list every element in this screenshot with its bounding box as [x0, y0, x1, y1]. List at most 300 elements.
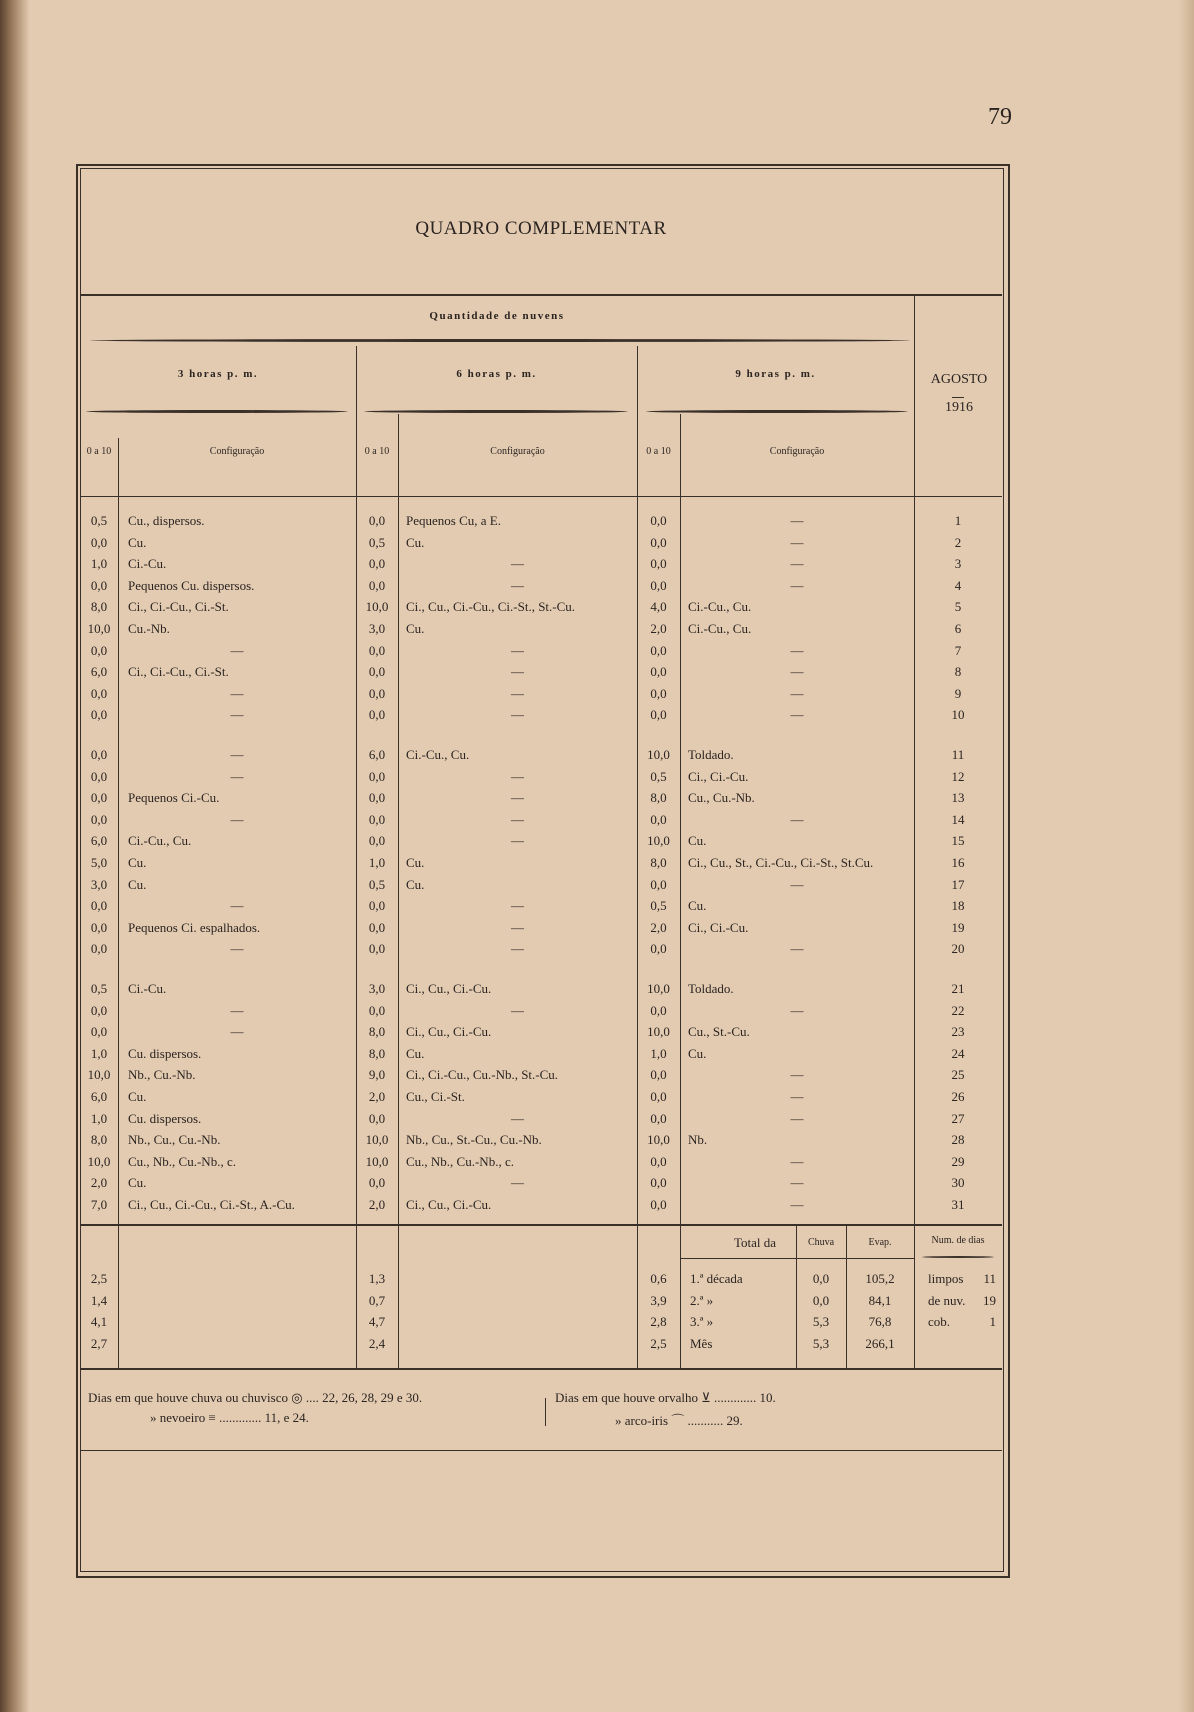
scale-label-3pm: 0 a 10 — [86, 446, 112, 457]
cloud-9pm-value: 4,0 — [650, 599, 667, 615]
table-row — [80, 575, 1002, 597]
summary-9pm-mean: 2,5 — [650, 1335, 667, 1351]
cloud-9pm-value: 0,0 — [650, 1110, 667, 1126]
summary-evap: 76,8 — [868, 1314, 892, 1329]
cloud-3pm-config: Cu. dispersos. — [128, 1110, 202, 1126]
day-number: 8 — [954, 664, 962, 680]
day-number: 21 — [951, 981, 965, 996]
cloud-9pm-config: — — [790, 811, 804, 827]
table-row — [80, 618, 1002, 640]
cloud-6pm-value: 0,0 — [368, 685, 386, 701]
num-dias-value: 11 — [983, 1271, 996, 1286]
table-row — [80, 683, 1002, 705]
cloud-6pm-config: — — [511, 833, 524, 849]
table-row — [80, 1108, 1002, 1130]
cloud-3pm-config: — — [230, 707, 244, 723]
cloud-6pm-config: — — [511, 1002, 524, 1018]
cloud-6pm-value: 9,0 — [368, 1067, 386, 1083]
cloud-3pm-config: Ci.-Cu., Cu. — [128, 833, 192, 849]
cloud-6pm-config: Ci., Ci.-Cu., Cu.-Nb., St.-Cu. — [406, 1067, 559, 1083]
scale-label-6pm: 0 a 10 — [364, 446, 390, 457]
cloud-9pm-config: Cu., Cu.-Nb. — [688, 790, 755, 806]
table-row — [80, 978, 1002, 1000]
cloud-6pm-value: 0,0 — [368, 642, 386, 658]
table-row — [80, 744, 1002, 766]
day-number: 22 — [951, 1002, 965, 1018]
day-number: 29 — [951, 1153, 965, 1169]
cloud-3pm-value: 10,0 — [87, 621, 111, 636]
header-swash — [90, 339, 910, 342]
summary-9pm-mean: 0,6 — [650, 1271, 667, 1286]
summary-num-dias-label: Num. de dias — [931, 1235, 985, 1246]
day-number: 7 — [954, 642, 962, 658]
cloud-3pm-value: 0,0 — [90, 642, 108, 658]
summary-3pm-mean: 2,5 — [90, 1271, 108, 1286]
cloud-6pm-value: 0,0 — [368, 941, 386, 957]
cloud-3pm-config: — — [230, 811, 244, 827]
summary-6pm-mean: 0,7 — [368, 1292, 386, 1308]
summary-evap: 84,1 — [868, 1292, 892, 1308]
cloud-6pm-config: Ci., Cu., Ci.-Cu., Ci.-St., St.-Cu. — [406, 599, 576, 615]
swash-6pm — [364, 410, 628, 413]
summary-total-label: Total da — [733, 1235, 777, 1250]
cloud-9pm-value: 10,0 — [647, 833, 670, 849]
cloud-3pm-config: Pequenos Ci. espalhados. — [128, 919, 261, 935]
cloud-6pm-config: — — [511, 790, 524, 806]
cloud-6pm-value: 10,0 — [365, 599, 389, 615]
cloud-9pm-config: — — [790, 941, 804, 957]
cloud-6pm-value: 6,0 — [368, 747, 386, 762]
num-dias-label: limpos — [928, 1271, 964, 1286]
day-number: 27 — [951, 1110, 965, 1126]
swash-3pm — [86, 410, 348, 413]
summary-chuva: 0,0 — [812, 1292, 830, 1308]
cloud-9pm-value: 10,0 — [647, 1132, 670, 1148]
cloud-6pm-config: — — [511, 685, 524, 701]
cloud-3pm-config: Cu. — [128, 855, 147, 870]
cloud-9pm-value: 0,0 — [650, 707, 667, 723]
table-row — [80, 704, 1002, 726]
cloud-3pm-value: 0,0 — [90, 685, 108, 701]
page-number: 79 — [988, 104, 1012, 130]
cloud-3pm-value: 1,0 — [90, 1045, 108, 1061]
cloud-9pm-config: Cu. — [688, 1045, 707, 1061]
cloud-3pm-config: — — [230, 941, 244, 957]
cloud-9pm-value: 8,0 — [650, 855, 667, 870]
cloud-9pm-config: — — [790, 707, 804, 723]
cloud-9pm-config: Toldado. — [688, 747, 734, 762]
footnote-fog: » nevoeiro ≡ ............. 11, e 24. — [150, 1410, 309, 1425]
cloud-3pm-config: — — [230, 1024, 244, 1040]
cloud-6pm-config: — — [511, 919, 524, 935]
cloud-9pm-value: 0,0 — [650, 876, 667, 892]
footnote-divider — [80, 1450, 1002, 1451]
day-number: 3 — [954, 556, 962, 572]
title-divider — [80, 294, 1002, 296]
cloud-3pm-config: — — [230, 642, 244, 658]
header-6pm: 6 horas p. m. — [456, 368, 537, 380]
summary-6pm-mean: 1,3 — [368, 1271, 386, 1286]
cloud-6pm-config: Pequenos Cu, a E. — [406, 513, 501, 528]
cloud-9pm-value: 10,0 — [647, 981, 670, 996]
day-number: 5 — [954, 599, 962, 615]
header-divider — [80, 496, 1002, 497]
day-number: 10 — [951, 707, 965, 723]
cloud-9pm-config: — — [790, 1110, 804, 1126]
cloud-9pm-config: — — [790, 1067, 804, 1083]
cloud-6pm-config: — — [511, 577, 524, 593]
day-number: 16 — [951, 855, 965, 870]
table-row — [80, 1021, 1002, 1043]
summary-9pm-mean: 3,9 — [650, 1292, 667, 1308]
cloud-3pm-config: Cu. — [128, 876, 147, 892]
cloud-6pm-value: 3,0 — [368, 981, 386, 996]
table-row — [80, 1172, 1002, 1194]
year-label: 1916 — [945, 400, 973, 415]
cloud-3pm-value: 6,0 — [90, 1089, 108, 1104]
cloud-3pm-value: 0,0 — [90, 707, 108, 723]
cloud-3pm-config: Cu., Nb., Cu.-Nb., c. — [128, 1153, 236, 1169]
cloud-6pm-config: — — [511, 941, 524, 957]
cloud-3pm-value: 8,0 — [90, 1132, 108, 1148]
day-number: 20 — [951, 941, 965, 957]
summary-evap-label: Evap. — [868, 1237, 892, 1248]
summary-header-rule — [680, 1258, 914, 1259]
summary-period: 1.ª década — [690, 1271, 743, 1286]
cloud-9pm-config: Ci.-Cu., Cu. — [688, 621, 752, 636]
cloud-6pm-config: — — [511, 664, 524, 680]
table-row — [80, 938, 1002, 960]
table-row — [80, 809, 1002, 831]
cloud-6pm-config: — — [511, 768, 524, 784]
cloud-9pm-config: — — [790, 534, 804, 550]
month-label: AGOSTO — [930, 372, 988, 387]
cloud-6pm-value: 0,0 — [368, 790, 386, 806]
cloud-3pm-value: 5,0 — [90, 855, 108, 870]
cloud-6pm-config: — — [511, 811, 524, 827]
day-number: 11 — [951, 747, 965, 762]
cloud-9pm-value: 0,0 — [650, 1175, 667, 1191]
cloud-6pm-value: 10,0 — [365, 1153, 389, 1169]
cloud-6pm-value: 10,0 — [365, 1132, 389, 1148]
num-dias-label: de nuv. — [928, 1292, 966, 1308]
day-number: 17 — [951, 876, 965, 892]
cloud-6pm-value: 0,0 — [368, 1110, 386, 1126]
cloud-6pm-config: Cu. — [406, 621, 425, 636]
day-number: 25 — [951, 1067, 965, 1083]
table-row — [80, 874, 1002, 896]
cloud-3pm-config: Cu. dispersos. — [128, 1045, 202, 1061]
cloud-9pm-config: — — [790, 1197, 804, 1212]
cloud-3pm-value: 0,0 — [90, 919, 108, 935]
cloud-9pm-config: Ci., Cu., St., Ci.-Cu., Ci.-St., St.Cu. — [688, 855, 874, 870]
table-row — [80, 1064, 1002, 1086]
table-row — [80, 787, 1002, 809]
config-label-3pm: Configuração — [209, 446, 265, 457]
cloud-3pm-config: Cu. — [128, 534, 147, 550]
day-number: 12 — [951, 768, 965, 784]
cloud-6pm-value: 0,0 — [368, 919, 386, 935]
cloud-6pm-config: — — [511, 642, 524, 658]
book-spine-shadow — [0, 0, 30, 1712]
cloud-9pm-value: 0,0 — [650, 1197, 667, 1212]
num-dias-swash — [922, 1256, 994, 1258]
table-row — [80, 852, 1002, 874]
cloud-6pm-value: 0,0 — [368, 811, 386, 827]
cloud-9pm-config: Cu., St.-Cu. — [688, 1024, 750, 1040]
cloud-9pm-value: 0,0 — [650, 577, 667, 593]
cloud-3pm-config: Cu. — [128, 1089, 147, 1104]
cloud-9pm-value: 1,0 — [650, 1045, 667, 1061]
config-label-9pm: Configuração — [769, 446, 825, 457]
cloud-3pm-value: 1,0 — [90, 1110, 108, 1126]
cloud-3pm-config: Ci., Cu., Ci.-Cu., Ci.-St., A.-Cu. — [128, 1197, 295, 1212]
cloud-9pm-value: 10,0 — [647, 747, 670, 762]
day-number: 28 — [951, 1132, 965, 1148]
cloud-9pm-config: — — [790, 1153, 804, 1169]
day-number: 1 — [954, 513, 962, 528]
table-row — [80, 1000, 1002, 1022]
cloud-3pm-value: 3,0 — [90, 876, 108, 892]
summary-period: 2.ª » — [690, 1292, 714, 1308]
table-title: QUADRO COMPLEMENTAR — [415, 218, 667, 239]
cloud-6pm-config: — — [511, 898, 524, 914]
summary-3pm-mean: 4,1 — [90, 1314, 108, 1329]
cloud-3pm-config: Cu. — [128, 1175, 147, 1191]
cloud-9pm-value: 0,0 — [650, 642, 667, 658]
summary-chuva-label: Chuva — [807, 1237, 835, 1248]
day-number: 30 — [951, 1175, 965, 1191]
cloud-3pm-config: — — [230, 685, 244, 701]
cloud-6pm-config: — — [511, 1110, 524, 1126]
cloud-6pm-config: Cu. — [406, 534, 425, 550]
table-row — [80, 1043, 1002, 1065]
cloud-9pm-value: 0,0 — [650, 1002, 667, 1018]
day-number: 13 — [951, 790, 965, 806]
summary-3pm-mean: 2,7 — [90, 1335, 108, 1351]
summary-evap: 266,1 — [865, 1335, 895, 1351]
summary-divider — [80, 1368, 1002, 1370]
header-3pm: 3 horas p. m. — [177, 368, 259, 380]
cloud-9pm-value: 0,0 — [650, 811, 667, 827]
cloud-6pm-value: 0,5 — [368, 534, 386, 550]
table-row — [80, 640, 1002, 662]
cloud-3pm-value: 8,0 — [90, 599, 108, 615]
cloud-9pm-value: 0,5 — [650, 768, 667, 784]
table-row — [80, 830, 1002, 852]
cloud-3pm-value: 0,0 — [90, 811, 108, 827]
cloud-9pm-config: — — [790, 1002, 804, 1018]
cloud-3pm-config: — — [230, 898, 244, 914]
table-row — [80, 1151, 1002, 1173]
day-number: 26 — [951, 1089, 965, 1104]
day-number: 24 — [951, 1045, 965, 1061]
day-number: 2 — [954, 534, 962, 550]
cloud-9pm-value: 0,0 — [650, 1153, 667, 1169]
cloud-6pm-value: 2,0 — [368, 1089, 386, 1104]
summary-evap: 105,2 — [865, 1271, 895, 1286]
cloud-3pm-value: 0,0 — [90, 790, 108, 806]
cloud-9pm-config: Cu. — [688, 898, 707, 914]
cloud-9pm-config: Ci., Ci.-Cu. — [688, 768, 749, 784]
cloud-9pm-value: 2,0 — [650, 621, 667, 636]
cloud-3pm-config: — — [230, 768, 244, 784]
cloud-9pm-config: — — [790, 685, 804, 701]
cloud-6pm-config: Ci., Cu., Ci.-Cu. — [406, 981, 492, 996]
cloud-6pm-value: 0,0 — [368, 833, 386, 849]
cloud-6pm-config: — — [511, 556, 524, 572]
cloud-3pm-value: 0,0 — [90, 768, 108, 784]
footnote-dew: Dias em que houve orvalho ⊻ ............. 10. — [555, 1390, 776, 1405]
cloud-3pm-config: Pequenos Cu. dispersos. — [128, 577, 255, 593]
scale-label-9pm: 0 a 10 — [646, 446, 671, 457]
cloud-3pm-value: 0,5 — [90, 513, 108, 528]
table-row — [80, 895, 1002, 917]
table-row — [80, 1086, 1002, 1108]
table-row — [80, 917, 1002, 939]
cloud-6pm-config: — — [511, 707, 524, 723]
cloud-9pm-value: 0,0 — [650, 1067, 667, 1083]
cloud-3pm-config: Cu.-Nb. — [128, 621, 170, 636]
summary-6pm-mean: 4,7 — [368, 1314, 386, 1329]
cloud-3pm-value: 2,0 — [90, 1175, 108, 1191]
cloud-6pm-config: Ci.-Cu., Cu. — [406, 747, 470, 762]
summary-chuva: 5,3 — [812, 1314, 830, 1329]
day-number: 9 — [954, 685, 962, 701]
num-dias-value: 19 — [983, 1292, 996, 1308]
table-row — [80, 661, 1002, 683]
cloud-9pm-value: 0,0 — [650, 513, 667, 528]
header-cloud-quantity: Quantidade de nuvens — [429, 310, 565, 322]
summary-chuva: 0,0 — [812, 1271, 830, 1286]
cloud-9pm-value: 0,0 — [650, 534, 667, 550]
cloud-6pm-value: 0,0 — [368, 664, 386, 680]
cloud-9pm-config: — — [790, 1089, 804, 1104]
cloud-6pm-value: 0,0 — [368, 768, 386, 784]
table-row — [80, 532, 1002, 554]
cloud-3pm-config: Cu., dispersos. — [128, 513, 205, 528]
cloud-9pm-config: — — [790, 664, 804, 680]
cloud-6pm-value: 8,0 — [368, 1024, 386, 1040]
cloud-6pm-config: Nb., Cu., St.-Cu., Cu.-Nb. — [406, 1132, 542, 1148]
day-number: 18 — [951, 898, 965, 914]
cloud-6pm-config: Ci., Cu., Ci.-Cu. — [406, 1024, 492, 1040]
summary-period: 3.ª » — [690, 1314, 714, 1329]
cloud-9pm-config: — — [790, 876, 804, 892]
cloud-9pm-config: — — [790, 642, 804, 658]
cloud-6pm-value: 3,0 — [368, 621, 386, 636]
cloud-3pm-config: Ci.-Cu. — [128, 981, 167, 996]
body-divider — [80, 1224, 1002, 1226]
cloud-6pm-config: Cu. — [406, 855, 425, 870]
cloud-9pm-value: 10,0 — [647, 1024, 670, 1040]
table-row — [80, 596, 1002, 618]
cloud-6pm-value: 0,0 — [368, 707, 386, 723]
cloud-6pm-config: Cu. — [406, 1045, 425, 1061]
table-row — [80, 1129, 1002, 1151]
cloud-9pm-config: — — [790, 577, 804, 593]
cloud-6pm-config: Cu., Ci.-St. — [406, 1089, 465, 1104]
day-number: 31 — [951, 1197, 965, 1212]
cloud-6pm-value: 0,0 — [368, 556, 386, 572]
month-rule — [952, 397, 964, 398]
cloud-6pm-value: 0,0 — [368, 898, 386, 914]
cloud-9pm-value: 8,0 — [650, 790, 667, 806]
swash-9pm — [646, 410, 908, 413]
cloud-6pm-value: 8,0 — [368, 1045, 386, 1061]
cloud-3pm-value: 6,0 — [90, 833, 108, 849]
num-dias-label: cob. — [928, 1314, 951, 1329]
summary-9pm-mean: 2,8 — [650, 1314, 667, 1329]
table-row — [80, 766, 1002, 788]
footnote-rainbow: » arco-iris ⌒ ........... 29. — [615, 1413, 743, 1428]
cloud-6pm-value: 0,0 — [368, 1175, 386, 1191]
table-row — [80, 1194, 1002, 1216]
cloud-3pm-config: Nb., Cu., Cu.-Nb. — [128, 1132, 221, 1148]
cloud-9pm-value: 0,0 — [650, 1089, 667, 1104]
cloud-3pm-config: Pequenos Ci.-Cu. — [128, 790, 220, 806]
day-number: 4 — [954, 577, 962, 593]
cloud-9pm-config: Ci., Ci.-Cu. — [688, 919, 749, 935]
cloud-9pm-value: 0,0 — [650, 685, 667, 701]
cloud-3pm-config: Ci., Ci.-Cu., Ci.-St. — [128, 599, 229, 615]
footnote-separator — [545, 1398, 546, 1426]
day-number: 23 — [951, 1024, 965, 1040]
day-number: 19 — [951, 919, 965, 935]
cloud-3pm-config: Ci.-Cu. — [128, 556, 167, 572]
cloud-3pm-value: 0,0 — [90, 898, 108, 914]
cloud-3pm-value: 0,0 — [90, 747, 108, 762]
cloud-9pm-value: 0,0 — [650, 664, 667, 680]
cloud-3pm-config: — — [230, 1002, 244, 1018]
day-number: 15 — [951, 833, 965, 849]
cloud-3pm-value: 1,0 — [90, 556, 108, 572]
footnote-rain: Dias em que houve chuva ou chuvisco ◎ .... 22, 26, 28, 29 e 30. — [88, 1390, 423, 1405]
cloud-6pm-value: 0,0 — [368, 1002, 386, 1018]
cloud-9pm-value: 2,0 — [650, 919, 667, 935]
cloud-3pm-value: 0,0 — [90, 941, 108, 957]
cloud-9pm-config: Ci.-Cu., Cu. — [688, 599, 752, 615]
table-row — [80, 553, 1002, 575]
cloud-6pm-config: Ci., Cu., Ci.-Cu. — [406, 1197, 492, 1212]
cloud-9pm-value: 0,0 — [650, 941, 667, 957]
cloud-9pm-config: — — [790, 1175, 804, 1191]
summary-period: Mês — [690, 1335, 713, 1351]
cloud-3pm-value: 0,0 — [90, 1002, 108, 1018]
cloud-3pm-config: Ci., Ci.-Cu., Ci.-St. — [128, 664, 229, 680]
cloud-9pm-value: 0,0 — [650, 556, 667, 572]
cloud-3pm-value: 0,5 — [90, 981, 108, 996]
table-row — [80, 510, 1002, 532]
page-edge — [1178, 0, 1194, 1712]
summary-3pm-mean: 1,4 — [90, 1292, 108, 1308]
summary-6pm-mean: 2,4 — [368, 1335, 386, 1351]
cloud-3pm-value: 6,0 — [90, 664, 108, 680]
cloud-3pm-value: 10,0 — [87, 1153, 111, 1169]
cloud-3pm-value: 0,0 — [90, 534, 108, 550]
day-number: 14 — [951, 811, 965, 827]
cloud-6pm-value: 1,0 — [368, 855, 386, 870]
cloud-3pm-config: — — [230, 747, 244, 762]
cloud-3pm-value: 7,0 — [90, 1197, 108, 1212]
cloud-9pm-config: Toldado. — [688, 981, 734, 996]
cloud-3pm-value: 10,0 — [87, 1067, 111, 1083]
cloud-3pm-value: 0,0 — [90, 1024, 108, 1040]
cloud-9pm-config: Cu. — [688, 833, 707, 849]
cloud-3pm-config: Nb., Cu.-Nb. — [128, 1067, 196, 1083]
cloud-6pm-value: 0,5 — [368, 876, 386, 892]
header-9pm: 9 horas p. m. — [735, 368, 816, 380]
